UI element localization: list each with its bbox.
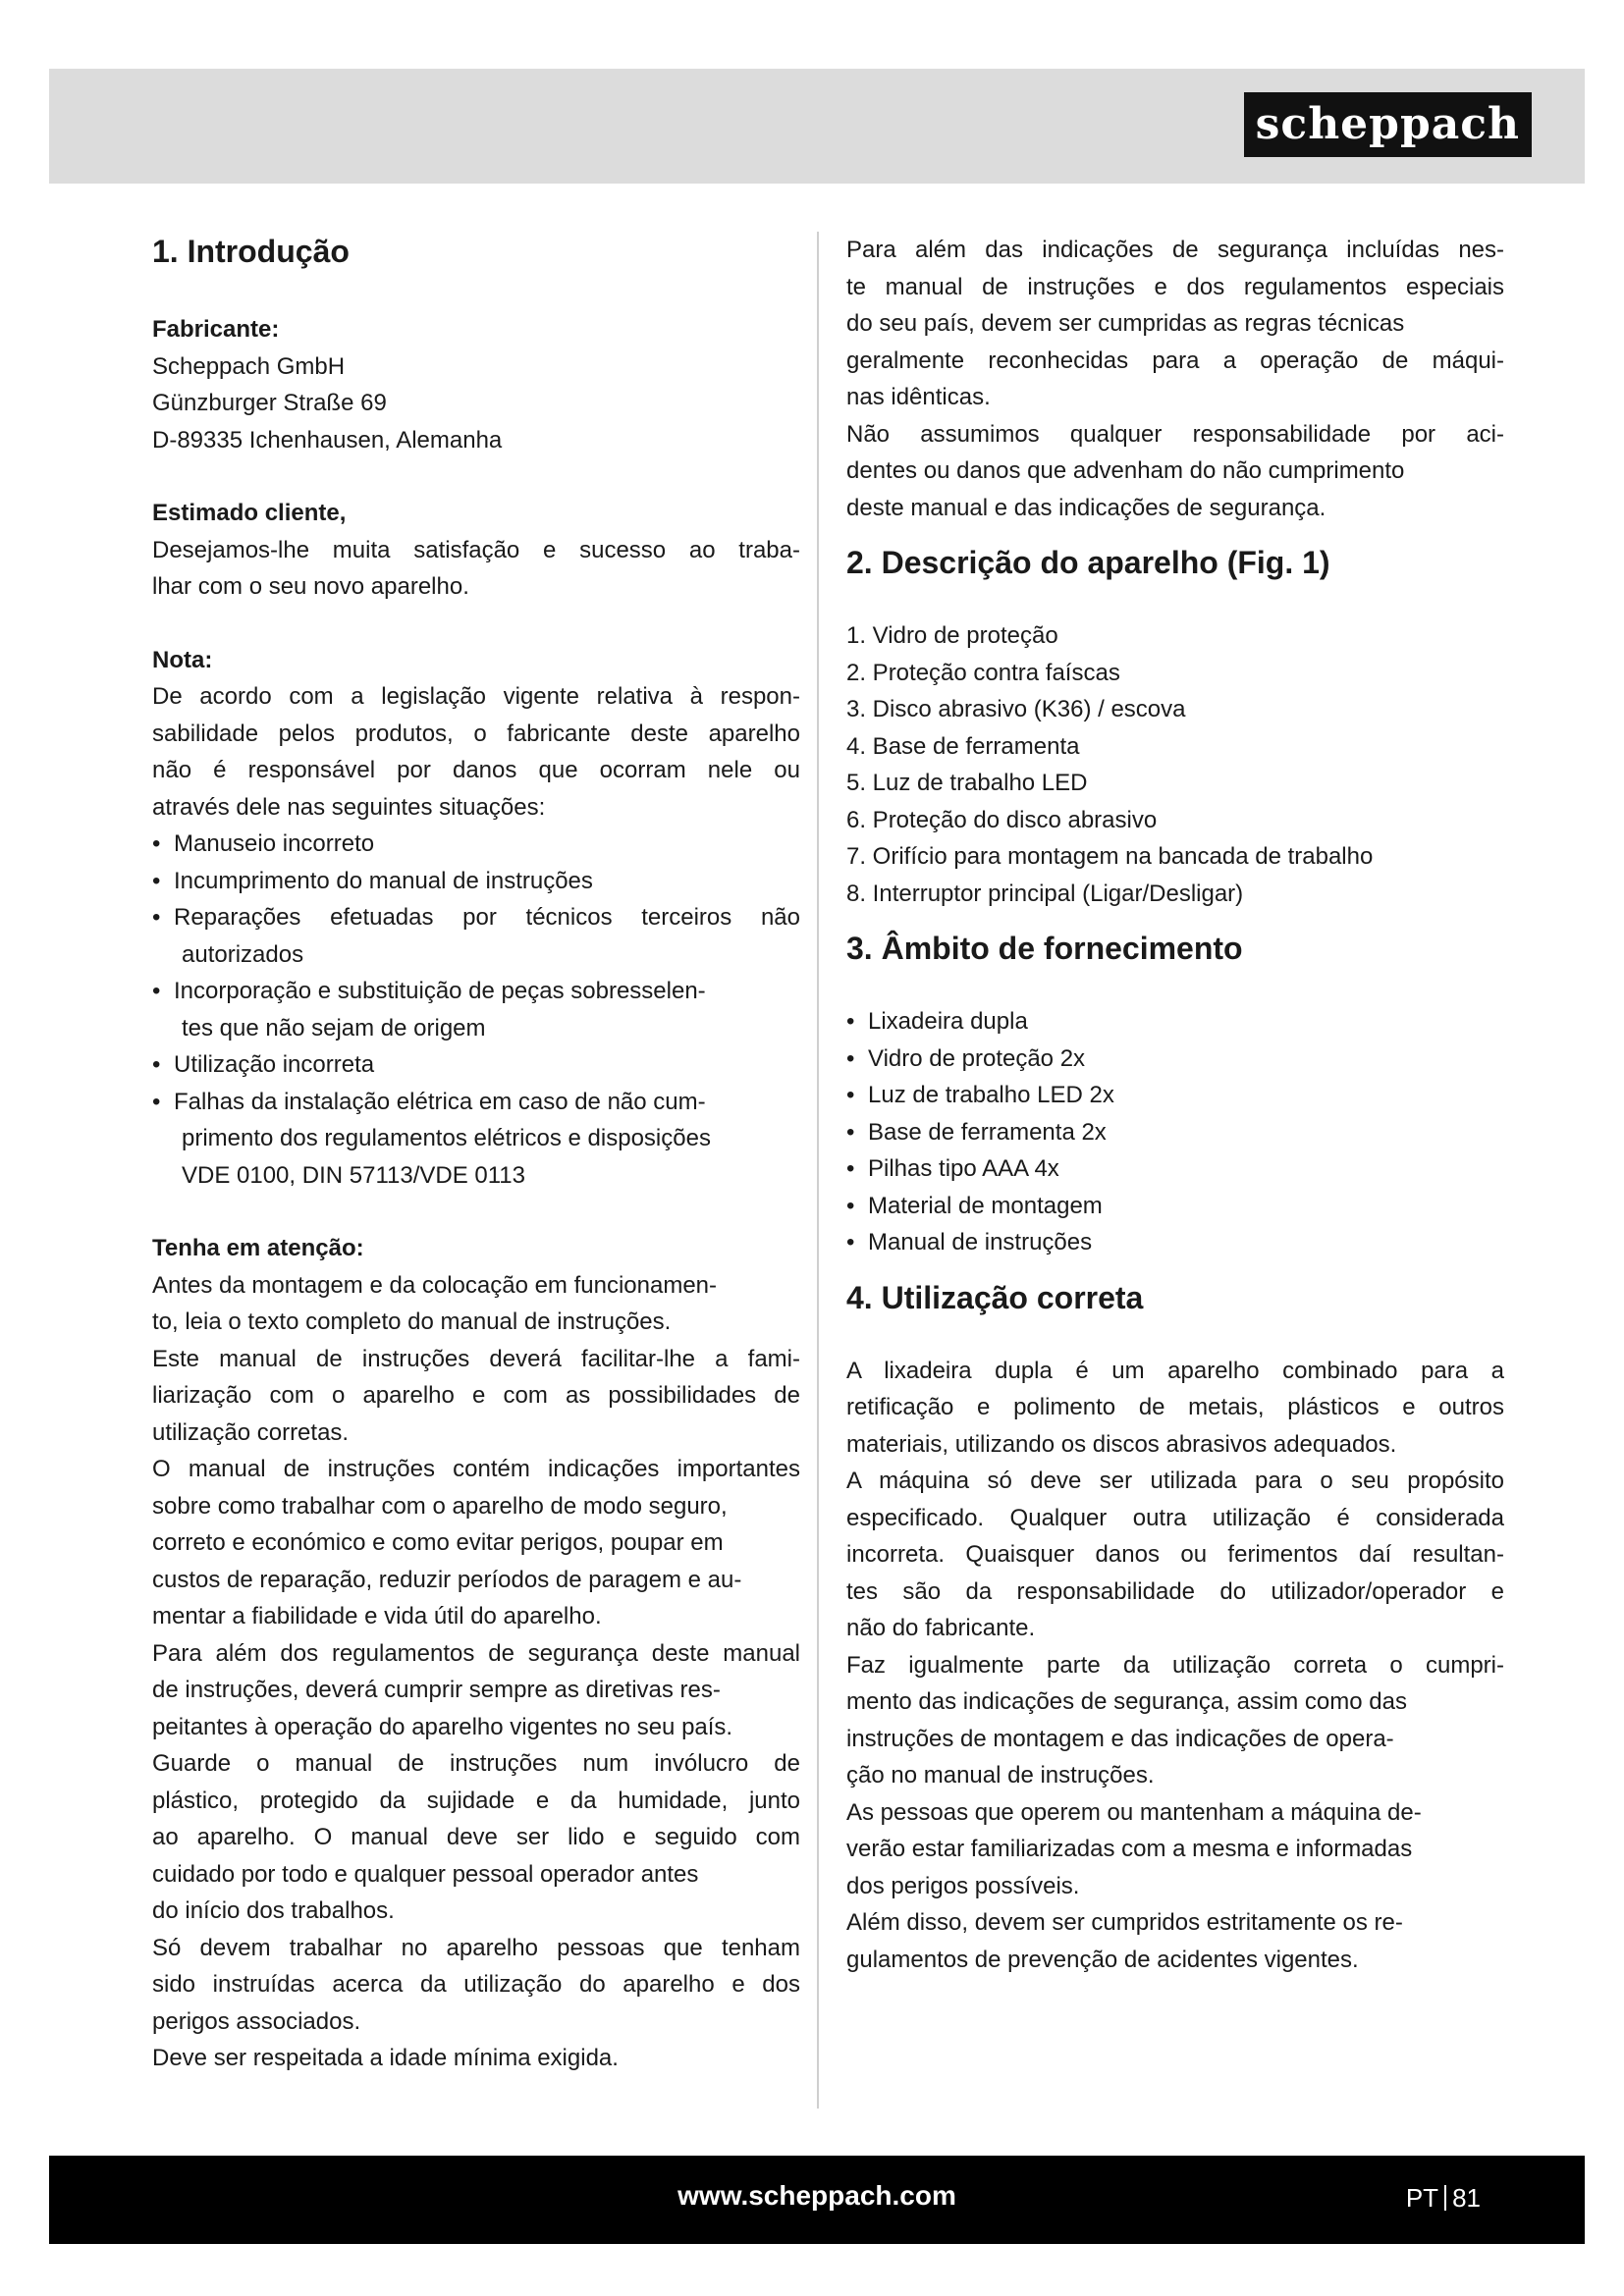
list-item: 3. Disco abrasivo (K36) / escova — [846, 696, 1186, 722]
atencao-line: Só devem trabalhar no aparelho pessoas que tenham — [152, 1934, 800, 1961]
atencao-line: utilização corretas. — [152, 1418, 350, 1446]
list-item-text: Falhas da instalação elétrica em caso de não cum- — [174, 1088, 706, 1115]
atencao-line: do início dos trabalhos. — [152, 1897, 395, 1924]
list-item: 8. Interruptor principal (Ligar/Desligar) — [846, 880, 1244, 907]
atencao-line: mentar a fiabilidade e vida útil do aparelho. — [152, 1603, 602, 1629]
fabricante-line: Scheppach GmbH — [152, 352, 346, 380]
intro-line: geralmente reconhecidas para a operação de máqui- — [846, 347, 1504, 374]
list-item: • Material de montagem — [846, 1192, 1103, 1219]
atencao-line: Deve ser respeitada a idade mínima exigida. — [152, 2045, 619, 2071]
nota-line: De acordo com a legislação vigente relativa à respon- — [152, 683, 800, 710]
atencao-line: Este manual de instruções deverá facilitar-lhe a fami- — [152, 1345, 800, 1372]
atencao-line: sido instruídas acerca da utilização do aparelho e dos — [152, 1971, 800, 1998]
body-line: As pessoas que operem ou mantenham a máquina de- — [846, 1798, 1422, 1826]
page-header — [49, 69, 1585, 184]
list-item: • Pilhas tipo AAA 4x — [846, 1155, 1059, 1182]
list-item: • Luz de trabalho LED 2x — [846, 1082, 1114, 1108]
list-item: • Lixadeira dupla — [846, 1008, 1028, 1035]
atencao-line: correto e económico e como evitar perigos, poupar em — [152, 1529, 724, 1556]
list-item-text: Pilhas tipo AAA 4x — [868, 1155, 1059, 1182]
intro-line: Para além das indicações de segurança incluídas nes- — [846, 237, 1504, 263]
section-4-title: 4. Utilização correta — [846, 1279, 1144, 1315]
list-item-text: tes que não sejam de origem — [182, 1014, 486, 1041]
estimado-line: lhar com o seu novo aparelho. — [152, 573, 469, 600]
atencao-line: O manual de instruções contém indicações importantes — [152, 1456, 800, 1482]
body-line: instruções de montagem e das indicações de opera- — [846, 1725, 1394, 1752]
atencao-line: liarização com o aparelho e com as possibilidades de — [152, 1382, 800, 1409]
fabricante-label: Fabricante: — [152, 316, 280, 343]
nota-list — [152, 826, 800, 1194]
body-line: incorreta. Quaisquer danos ou ferimentos daí resultan- — [846, 1541, 1504, 1568]
list-item: • Reparações efetuadas por técnicos terceiros não autorizados — [152, 899, 800, 973]
list-item: 6. Proteção do disco abrasivo — [846, 806, 1158, 833]
nota-label: Nota: — [152, 646, 213, 673]
fabricante-line: D-89335 Ichenhausen, Alemanha — [152, 426, 503, 454]
delivery-list — [846, 1003, 1504, 1261]
intro-line: do seu país, devem ser cumpridas as regras técnicas — [846, 310, 1405, 337]
fabricante-line: Günzburger Straße 69 — [152, 390, 387, 416]
body-line: especificado. Qualquer outra utilização é considerada — [846, 1504, 1504, 1531]
list-item-text: Material de montagem — [868, 1192, 1103, 1219]
atencao-line: Guarde o manual de instruções num invólucro de — [152, 1750, 800, 1777]
atencao-line: cuidado por todo e qualquer pessoal operador antes — [152, 1860, 699, 1888]
atencao-line: to, leia o texto completo do manual de instruções. — [152, 1308, 672, 1335]
body-line: retificação e polimento de metais, plásticos e outros — [846, 1394, 1504, 1420]
list-item: • Manual de instruções — [846, 1229, 1093, 1255]
body-line: materiais, utilizando os discos abrasivos adequados. — [846, 1430, 1397, 1458]
atencao-line: Para além dos regulamentos de segurança deste manual — [152, 1639, 800, 1667]
separator — [1444, 2185, 1446, 2211]
list-item-text: Base de ferramenta 2x — [868, 1118, 1107, 1146]
estimado-label: Estimado cliente, — [152, 500, 347, 526]
body-line: Além disso, devem ser cumpridos estritamente os re- — [846, 1909, 1403, 1936]
atencao-body — [152, 1267, 800, 2077]
right-column — [846, 232, 1504, 1978]
list-item-text: Reparações efetuadas por técnicos terceiros não — [174, 904, 800, 931]
list-item-text: Incorporação e substituição de peças sobresselen- — [174, 978, 706, 1004]
list-item-text: Manuseio incorreto — [174, 830, 375, 857]
body-line: tes são da responsabilidade do utilizador/operador e — [846, 1577, 1504, 1605]
body-line: dos perigos possíveis. — [846, 1872, 1080, 1899]
list-item-text: primento dos regulamentos elétricos e disposições — [182, 1125, 711, 1151]
intro-continuation — [846, 232, 1504, 526]
list-item-text: Utilização incorreta — [174, 1051, 375, 1078]
list-item: • Manuseio incorreto — [152, 830, 375, 857]
list-item: 1. Vidro de proteção — [846, 622, 1058, 649]
list-item: • Vidro de proteção 2x — [846, 1044, 1086, 1072]
nota-line: através dele nas seguintes situações: — [152, 793, 546, 821]
list-item: • Falhas da instalação elétrica em caso de não cum- primento dos regulamentos elétricos e disposições VDE 0100, DIN 57113/VDE 0113 — [152, 1084, 800, 1195]
atencao-line: sobre como trabalhar com o aparelho de modo seguro, — [152, 1492, 728, 1520]
scheppach-logo: scheppach — [1244, 92, 1532, 157]
nota-line: sabilidade pelos produtos, o fabricante deste aparelho — [152, 720, 800, 747]
body-line: gulamentos de prevenção de acidentes vigentes. — [846, 1946, 1359, 1973]
list-item-text: Vidro de proteção 2x — [868, 1044, 1086, 1072]
list-item: • Utilização incorreta — [152, 1051, 375, 1078]
atencao-line: Antes da montagem e da colocação em funcionamen- — [152, 1271, 718, 1299]
left-column — [152, 232, 800, 2077]
body-line: mento das indicações de segurança, assim como das — [846, 1688, 1407, 1715]
list-item: 7. Orifício para montagem na bancada de trabalho — [846, 843, 1374, 870]
atencao-line: custos de reparação, reduzir períodos de paragem e au- — [152, 1566, 742, 1593]
section-1-title: 1. Introdução — [152, 234, 350, 269]
intro-line: deste manual e das indicações de segurança. — [846, 494, 1326, 521]
atencao-line: de instruções, deverá cumprir sempre as diretivas res- — [152, 1677, 721, 1703]
body-line: não do fabricante. — [846, 1615, 1036, 1641]
list-item-text: VDE 0100, DIN 57113/VDE 0113 — [182, 1161, 525, 1189]
section-4-body — [846, 1353, 1504, 1979]
atencao-label: Tenha em atenção: — [152, 1235, 364, 1261]
list-item-text: Incumprimento do manual de instruções — [174, 867, 593, 894]
list-item-text: Luz de trabalho LED 2x — [868, 1082, 1114, 1108]
list-item: 5. Luz de trabalho LED — [846, 770, 1088, 796]
list-item-text: Manual de instruções — [868, 1229, 1093, 1255]
body-line: A lixadeira dupla é um aparelho combinado para a — [846, 1357, 1504, 1384]
website-link[interactable]: www.scheppach.com — [677, 2180, 956, 2211]
body-line: A máquina só deve ser utilizada para o seu propósito — [846, 1468, 1504, 1494]
list-item: • Incumprimento do manual de instruções — [152, 867, 593, 894]
intro-line: dentes ou danos que advenham do não cumprimento — [846, 457, 1405, 484]
intro-line: nas idênticas. — [846, 384, 991, 410]
estimado-line: Desejamos-lhe muita satisfação e sucesso ao traba- — [152, 536, 800, 563]
list-item: • Base de ferramenta 2x — [846, 1118, 1107, 1146]
list-item: 2. Proteção contra faíscas — [846, 659, 1120, 686]
body-line: verão estar familiarizadas com a mesma e informadas — [846, 1836, 1413, 1862]
nota-line: não é responsável por danos que ocorram nele ou — [152, 757, 800, 783]
page-footer — [49, 2156, 1585, 2244]
parts-list — [846, 617, 1504, 912]
atencao-line: plástico, protegido da sujidade e da humidade, junto — [152, 1787, 800, 1814]
column-divider — [817, 232, 819, 2109]
body-line: ção no manual de instruções. — [846, 1762, 1155, 1789]
page-number-value: 81 — [1452, 2183, 1481, 2213]
intro-line: te manual de instruções e dos regulamentos especiais — [846, 273, 1504, 300]
list-item: • Incorporação e substituição de peças sobresselen- tes que não sejam de origem — [152, 973, 800, 1046]
atencao-line: perigos associados. — [152, 2007, 361, 2035]
atencao-line: peitantes à operação do aparelho vigentes no seu país. — [152, 1713, 733, 1740]
list-item-text: Lixadeira dupla — [868, 1008, 1028, 1035]
list-item: 4. Base de ferramenta — [846, 732, 1080, 760]
page-number — [1406, 2181, 1481, 2215]
section-2-title: 2. Descrição do aparelho (Fig. 1) — [846, 545, 1330, 580]
atencao-line: ao aparelho. O manual deve ser lido e seguido com — [152, 1824, 800, 1850]
intro-line: Não assumimos qualquer responsabilidade por aci- — [846, 420, 1504, 448]
list-item-text: autorizados — [182, 940, 304, 968]
language-code: PT — [1405, 2183, 1439, 2213]
body-line: Faz igualmente parte da utilização correta o cumpri- — [846, 1651, 1504, 1679]
section-3-title: 3. Âmbito de fornecimento — [846, 931, 1243, 966]
